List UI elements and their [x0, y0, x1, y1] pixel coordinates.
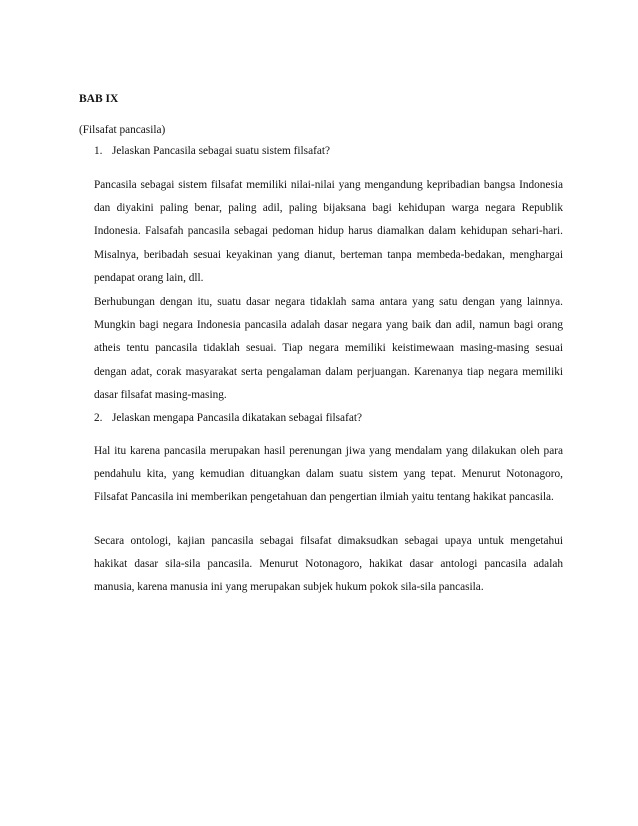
- question-number: 2.: [94, 412, 103, 424]
- question-number: 1.: [94, 145, 103, 157]
- answer-paragraph: Berhubungan dengan itu, suatu dasar negara tidaklah sama antara yang satu dengan yang lainnya. Mungkin bagi negara Indonesia pancasila adalah dasar negara yang baik dan adil, namun bagi orang atheis tentu pancasila tidaklah sesuai. Tiap negara memiliki keistimewaan masing-masing sesuai dengan adat, corak masyarakat serta pengalaman dalam perjuangan. Karenanya tiap negara memiliki dasar filsafat masing-masing.: [94, 296, 563, 401]
- chapter-title: BAB IX: [79, 93, 119, 105]
- answer-paragraph: Hal itu karena pancasila merupakan hasil perenungan jiwa yang mendalam yang dilakukan oleh para pendahulu kita, yang kemudian dituangkan dalam suatu sistem yang tepat. Menurut Notonagoro, Filsafat Pancasila ini memberikan pengetahuan dan pengertian ilmiah yaitu tentang hakikat pancasila.: [94, 445, 563, 504]
- answer-paragraph: Pancasila sebagai sistem filsafat memiliki nilai-nilai yang mengandung kepribadian bangsa Indonesia dan diyakini paling benar, paling adil, paling bijaksana bagi kehidupan warga negara Republik Indonesia. Falsafah pancasila sebagai pedoman hidup harus diamalkan dalam kehidupan sehari-hari. Misalnya, beribadah sesuai keyakinan yang dianut, berteman tanpa membeda-bedakan, menghargai pendapat orang lain, dll.: [94, 179, 563, 284]
- chapter-subtitle: (Filsafat pancasila): [79, 124, 166, 136]
- question-text: Jelaskan mengapa Pancasila dikatakan sebagai filsafat?: [112, 412, 362, 424]
- question-2: [94, 412, 362, 424]
- answer-paragraph: Secara ontologi, kajian pancasila sebagai filsafat dimaksudkan sebagai upaya untuk mengetahui hakikat dasar sila-sila pancasila. Menurut Notonagoro, hakikat dasar antologi pancasila adalah manusia, karena manusia ini yang merupakan subjek hukum pokok sila-sila pancasila.: [94, 535, 563, 594]
- question-1: [94, 145, 330, 157]
- question-text: Jelaskan Pancasila sebagai suatu sistem filsafat?: [112, 145, 331, 157]
